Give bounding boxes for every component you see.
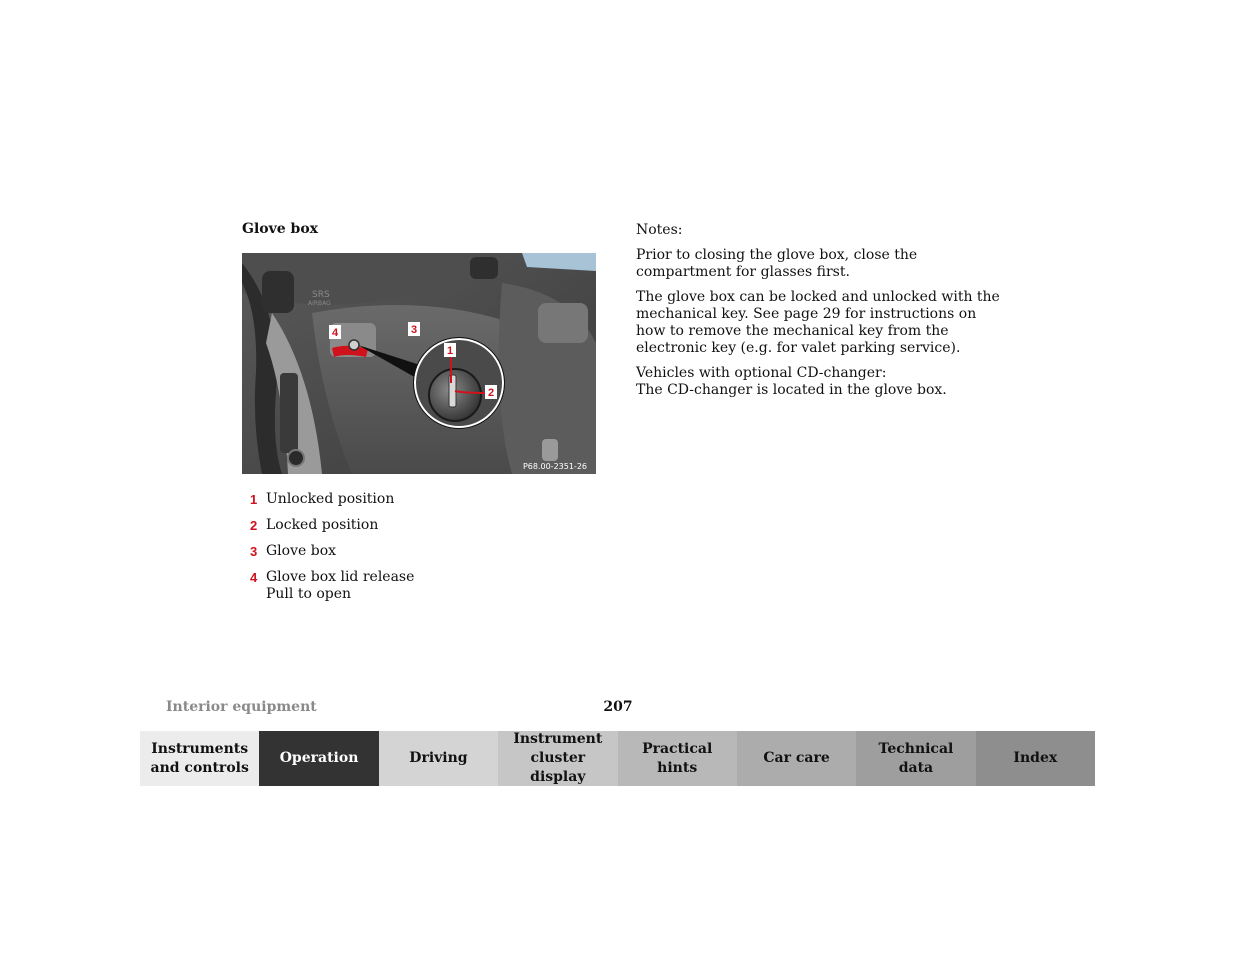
nav-tab-label: Operation	[279, 750, 359, 766]
nav-tab-technical-data[interactable]	[856, 731, 975, 786]
chapter-nav	[140, 731, 1095, 786]
notes-label: Notes:	[636, 222, 683, 238]
glove-box-illustration	[242, 253, 596, 474]
legend-item	[250, 569, 610, 603]
nav-tab-instruments-and-controls[interactable]	[140, 731, 259, 786]
callout-3: 3	[410, 324, 418, 336]
nav-tab-label: Practical hints	[642, 740, 713, 776]
airbag-sublabel: AIRBAG	[308, 300, 331, 307]
nav-tab-label: Driving	[409, 750, 468, 766]
legend-text: Glove box lid release Pull to open	[266, 569, 415, 602]
note-line: The CD-changer is located in the glove box.	[636, 382, 947, 398]
nav-tab-practical-hints[interactable]	[618, 731, 737, 786]
nav-tab-label: Index	[1013, 750, 1058, 766]
legend-item	[250, 517, 610, 534]
note-paragraph: The glove box can be locked and unlocked with the mechanical key. See page 29 for instructions on how to remove the mechanical key from the electronic key (e.g. for valet parking service).	[636, 289, 1000, 356]
nav-tab-label: Car care	[763, 750, 830, 766]
section-heading: Glove box	[242, 221, 319, 237]
nav-tab-instrument-cluster-display[interactable]	[498, 731, 617, 786]
nav-tab-operation[interactable]	[259, 731, 378, 786]
legend-item	[250, 543, 610, 560]
airbag-label: SRS	[312, 290, 330, 300]
callout-2: 2	[487, 387, 495, 399]
callout-4: 4	[331, 327, 339, 339]
legend-text: Glove box	[266, 543, 337, 559]
legend-item	[250, 491, 610, 508]
note-line: Vehicles with optional CD-changer:	[636, 365, 887, 381]
nav-tab-label: Instrument cluster display	[513, 731, 603, 785]
nav-tab-index[interactable]	[976, 731, 1095, 786]
nav-tab-car-care[interactable]	[737, 731, 856, 786]
legend-number: 3	[250, 544, 258, 559]
section-name: Interior equipment	[166, 699, 317, 715]
legend-text: Locked position	[266, 517, 379, 533]
figure-legend	[250, 491, 610, 612]
nav-tab-driving[interactable]	[379, 731, 498, 786]
figure-code: P68.00-2351-26	[522, 462, 587, 471]
legend-text: Unlocked position	[266, 491, 395, 507]
legend-number: 2	[250, 518, 258, 533]
notes-column	[636, 222, 1006, 399]
note-paragraph: Prior to closing the glove box, close the compartment for glasses first.	[636, 247, 918, 280]
nav-tab-label: Instruments and controls	[150, 740, 249, 776]
legend-number: 1	[250, 492, 258, 507]
note-cd-changer	[636, 365, 1006, 399]
nav-tab-label: Technical data	[878, 740, 954, 776]
legend-number: 4	[250, 570, 258, 585]
callout-1: 1	[446, 345, 454, 357]
page-number: 207	[603, 699, 633, 715]
